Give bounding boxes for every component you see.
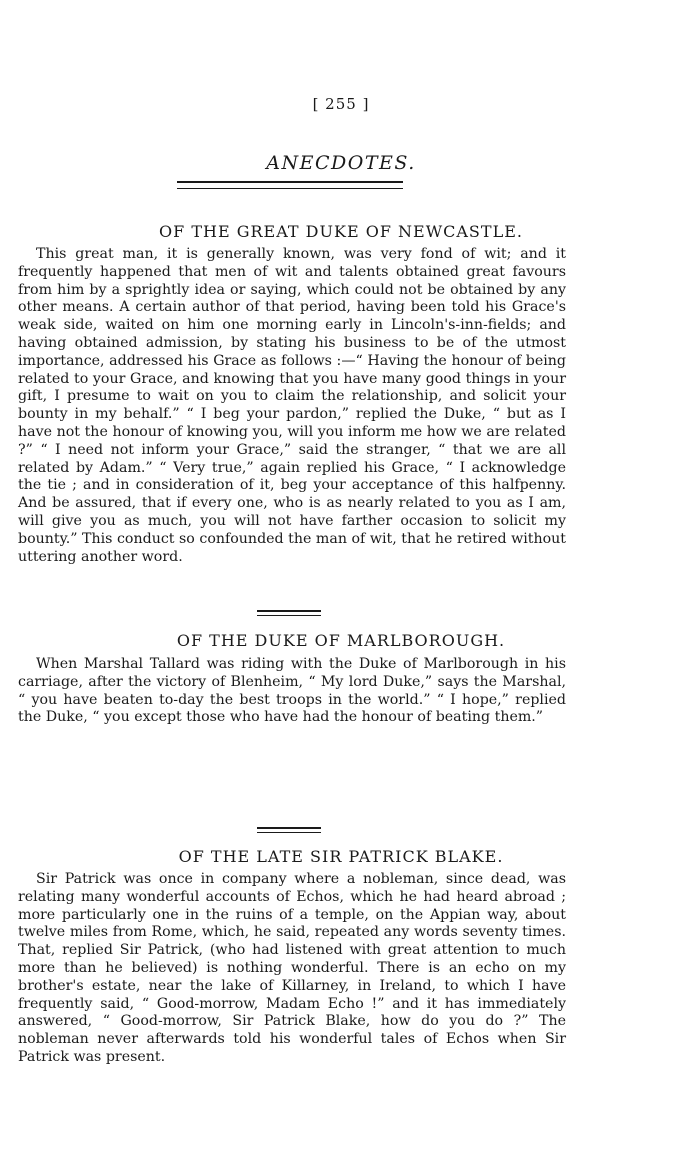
- title-rule: [177, 181, 403, 189]
- paragraph-marlborough: When Marshal Tallard was riding with the Duke of Marlborough in his carriage, after the victory of Blenheim, “ My lord Duke,” says the Marshal, “ you have beaten to-day the best troops in the world.” “ I hope,” replied the Duke, “ you except those who have had the honour of beating them.”: [18, 656, 566, 726]
- paragraph-blake: Sir Patrick was once in company where a nobleman, since dead, was relating many wonderful accounts of Echos, which he had heard abroad ; more particularly one in the ruins of a temple, on the Appian way, about twelve miles from Rome, which, he said, repeated any words seventy times. That, replied Sir Patrick, (who had listened with great attention to much more than he believed) is nothing wonderful. There is an echo on my brother's estate, near the lake of Killarney, in Ireland, to which I have frequently said, “ Good-morrow, Madam Echo !” and it has immediately answered, “ Good-morrow, Sir Patrick Blake, how do you do ?” The nobleman never afterwards told his wonderful tales of Echos when Sir Patrick was present.: [18, 871, 566, 1065]
- section-heading-newcastle: OF THE GREAT DUKE OF NEWCASTLE.: [159, 222, 523, 241]
- section-divider: [257, 610, 321, 616]
- section-body-marlborough: [18, 656, 566, 727]
- section-heading-marlborough: OF THE DUKE OF MARLBOROUGH.: [176, 631, 506, 650]
- section-heading-blake: OF THE LATE SIR PATRICK BLAKE.: [178, 847, 504, 866]
- section-divider: [257, 827, 321, 833]
- page-number: [ 255 ]: [312, 95, 370, 113]
- page-title: ANECDOTES.: [266, 152, 416, 174]
- paragraph-newcastle: This great man, it is generally known, was very fond of wit; and it frequently happened that men of wit and talents obtained great favours from him by a sprightly idea or saying, which could not be obtained by any other means. A certain author of that period, having been told his Grace's weak side, waited on him one morning early in Lincoln's-inn-fields; and having obtained admission, by stating his business to be of the utmost importance, addressed his Grace as follows :—“ Having the honour of being related to your Grace, and knowing that you have many good things in your gift, I presume to wait on you to claim the relationship, and solicit your bounty in my behalf.” “ I beg your pardon,” replied the Duke, “ but as I have not the honour of knowing you, will you inform me how we are related ?” “ I need not inform your Grace,” said the stranger, “ that we are all related by Adam.” “ Very true,” again replied his Grace, “ I acknowledge the tie ; and in consideration of it, beg your acceptance of this halfpenny. And be assured, that if every one, who is as nearly related to you as I am, will give you as much, you will not have farther occasion to solicit my bounty.” This conduct so confounded the man of wit, that he retired without uttering another word.: [18, 246, 566, 565]
- section-body-blake: [18, 871, 566, 1067]
- section-body-newcastle: [18, 246, 566, 566]
